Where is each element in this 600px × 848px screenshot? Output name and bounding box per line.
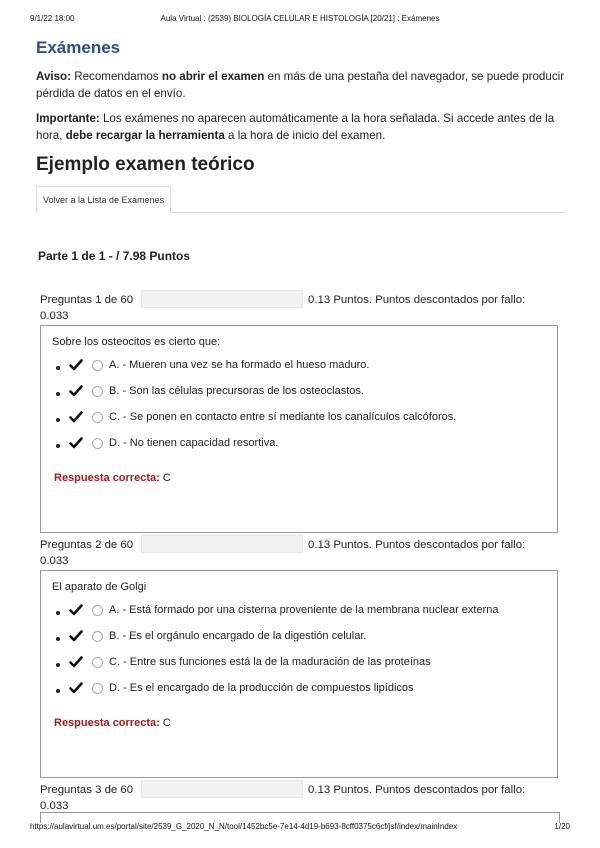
- question-block-3: [40, 777, 558, 815]
- answer-list: [41, 356, 557, 460]
- notice-warning: [36, 68, 566, 102]
- checkmark-icon: [69, 603, 83, 617]
- answer-option: [41, 653, 557, 679]
- print-datetime: 9/1/22 18:00: [30, 14, 75, 23]
- main-content: [36, 34, 566, 213]
- question-number: Preguntas 3 de 60: [40, 784, 134, 796]
- answer-option-text: D. - No tienen capacidad resortiva.: [109, 437, 279, 449]
- answer-option-text: B. - Es el orgánulo encargado de la digestión celular.: [109, 630, 367, 642]
- notice-warning-text-b: en más de una pestaña del navegador, se puede producir pérdida de datos en el envío.: [36, 70, 565, 100]
- print-header: [30, 14, 570, 26]
- answer-option: [41, 601, 557, 627]
- question-points: 0.13 Puntos. Puntos descontados por fallo:: [308, 784, 526, 796]
- answer-radio[interactable]: [92, 657, 103, 668]
- score-field: [141, 290, 303, 308]
- answer-option: [41, 356, 557, 382]
- checkmark-icon: [69, 384, 83, 398]
- exam-navbar: [36, 186, 566, 213]
- answer-radio[interactable]: [92, 631, 103, 642]
- answer-option: [41, 408, 557, 434]
- correct-answer-value: C: [159, 717, 171, 729]
- question-block-1: [40, 287, 558, 533]
- checkmark-icon: [69, 358, 83, 372]
- back-to-exam-list-button[interactable]: Volver a la Lista de Exámenes: [36, 186, 171, 213]
- question-number: Preguntas 2 de 60: [40, 539, 134, 551]
- answer-option: [41, 627, 557, 653]
- notice-warning-label: Aviso:: [36, 70, 72, 83]
- bullet-icon: [56, 637, 60, 641]
- print-url: https://aulavirtual.um.es/portal/site/2539_G_2020_N_N/tool/1452bc5e-7e14-4d19-b693-8cff0375c6cf/jsf/index/mainIndex: [30, 822, 458, 831]
- correct-answer-label: Respuesta correcta:: [54, 472, 160, 484]
- question-points: 0.13 Puntos. Puntos descontados por fallo:: [308, 294, 526, 306]
- score-field: [141, 535, 303, 553]
- answer-radio[interactable]: [92, 386, 103, 397]
- correct-answer-feedback: [54, 472, 171, 484]
- answer-radio[interactable]: [92, 412, 103, 423]
- question-header: [40, 777, 558, 815]
- bullet-icon: [56, 444, 60, 448]
- score-field: [141, 780, 303, 798]
- answer-option-text: C. - Se ponen en contacto entre sí mediante los canalículos calcóforos.: [109, 411, 457, 423]
- checkmark-icon: [69, 681, 83, 695]
- checkmark-icon: [69, 436, 83, 450]
- question-text: El aparato de Golgi: [52, 581, 147, 593]
- question-penalty: 0.033: [40, 555, 69, 567]
- question-penalty: 0.033: [40, 800, 69, 812]
- answer-list: [41, 601, 557, 705]
- print-footer: [30, 822, 570, 834]
- print-title: Aula Virtual : (2539) BIOLOGÍA CELULAR E HISTOLOGÍA [20/21] : Exámenes: [160, 14, 440, 23]
- bullet-icon: [56, 418, 60, 422]
- bullet-icon: [56, 663, 60, 667]
- question-header: [40, 532, 558, 570]
- answer-radio[interactable]: [92, 683, 103, 694]
- checkmark-icon: [69, 655, 83, 669]
- answer-radio[interactable]: [92, 438, 103, 449]
- notice-warning-text-a: Recomendamos: [71, 70, 162, 83]
- answer-option-text: D. - Es el encargado de la producción de compuestos lipídicos: [109, 682, 414, 694]
- answer-radio[interactable]: [92, 360, 103, 371]
- answer-option-text: A. - Mueren una vez se ha formado el hueso maduro.: [109, 359, 370, 371]
- question-points: 0.13 Puntos. Puntos descontados por fallo:: [308, 539, 526, 551]
- answer-option: [41, 434, 557, 460]
- notice-important-bold: debe recargar la herramienta: [65, 129, 225, 142]
- answer-option-text: B. - Son las células precursoras de los osteoclastos.: [109, 385, 364, 397]
- notice-important: [36, 110, 566, 144]
- question-text: Sobre los osteocitos es cierto que:: [52, 336, 221, 348]
- answer-option-text: C. - Entre sus funciones está la de la maduración de las proteínas: [109, 656, 431, 668]
- answer-option: [41, 382, 557, 408]
- notice-important-text-a: Los exámenes no aparecen automáticamente a la hora señalada. Si accede antes de la hora,: [36, 112, 555, 142]
- answer-radio[interactable]: [92, 605, 103, 616]
- bullet-icon: [56, 611, 60, 615]
- exam-title: Ejemplo examen teórico: [36, 154, 255, 175]
- correct-answer-value: C: [159, 472, 171, 484]
- question-card: [40, 325, 558, 533]
- question-header: [40, 287, 558, 325]
- question-number: Preguntas 1 de 60: [40, 294, 134, 306]
- bullet-icon: [56, 392, 60, 396]
- question-block-2: [40, 532, 558, 778]
- question-card: [40, 570, 558, 778]
- part-title: Parte 1 de 1 - / 7.98 Puntos: [38, 249, 191, 263]
- answer-option-text: A. - Está formado por una cisterna proveniente de la membrana nuclear externa: [109, 604, 499, 616]
- print-page-number: 1/20: [554, 822, 570, 831]
- bullet-icon: [56, 366, 60, 370]
- answer-option: [41, 679, 557, 705]
- checkmark-icon: [69, 410, 83, 424]
- notice-important-text-b: a la hora de inicio del examen.: [224, 129, 386, 142]
- bullet-icon: [56, 689, 60, 693]
- notice-warning-bold: no abrir el examen: [161, 70, 265, 83]
- tool-title: Exámenes: [36, 38, 121, 57]
- question-penalty: 0.033: [40, 310, 69, 322]
- checkmark-icon: [69, 629, 83, 643]
- correct-answer-label: Respuesta correcta:: [54, 717, 160, 729]
- notice-important-label: Importante:: [36, 112, 100, 125]
- correct-answer-feedback: [54, 717, 171, 729]
